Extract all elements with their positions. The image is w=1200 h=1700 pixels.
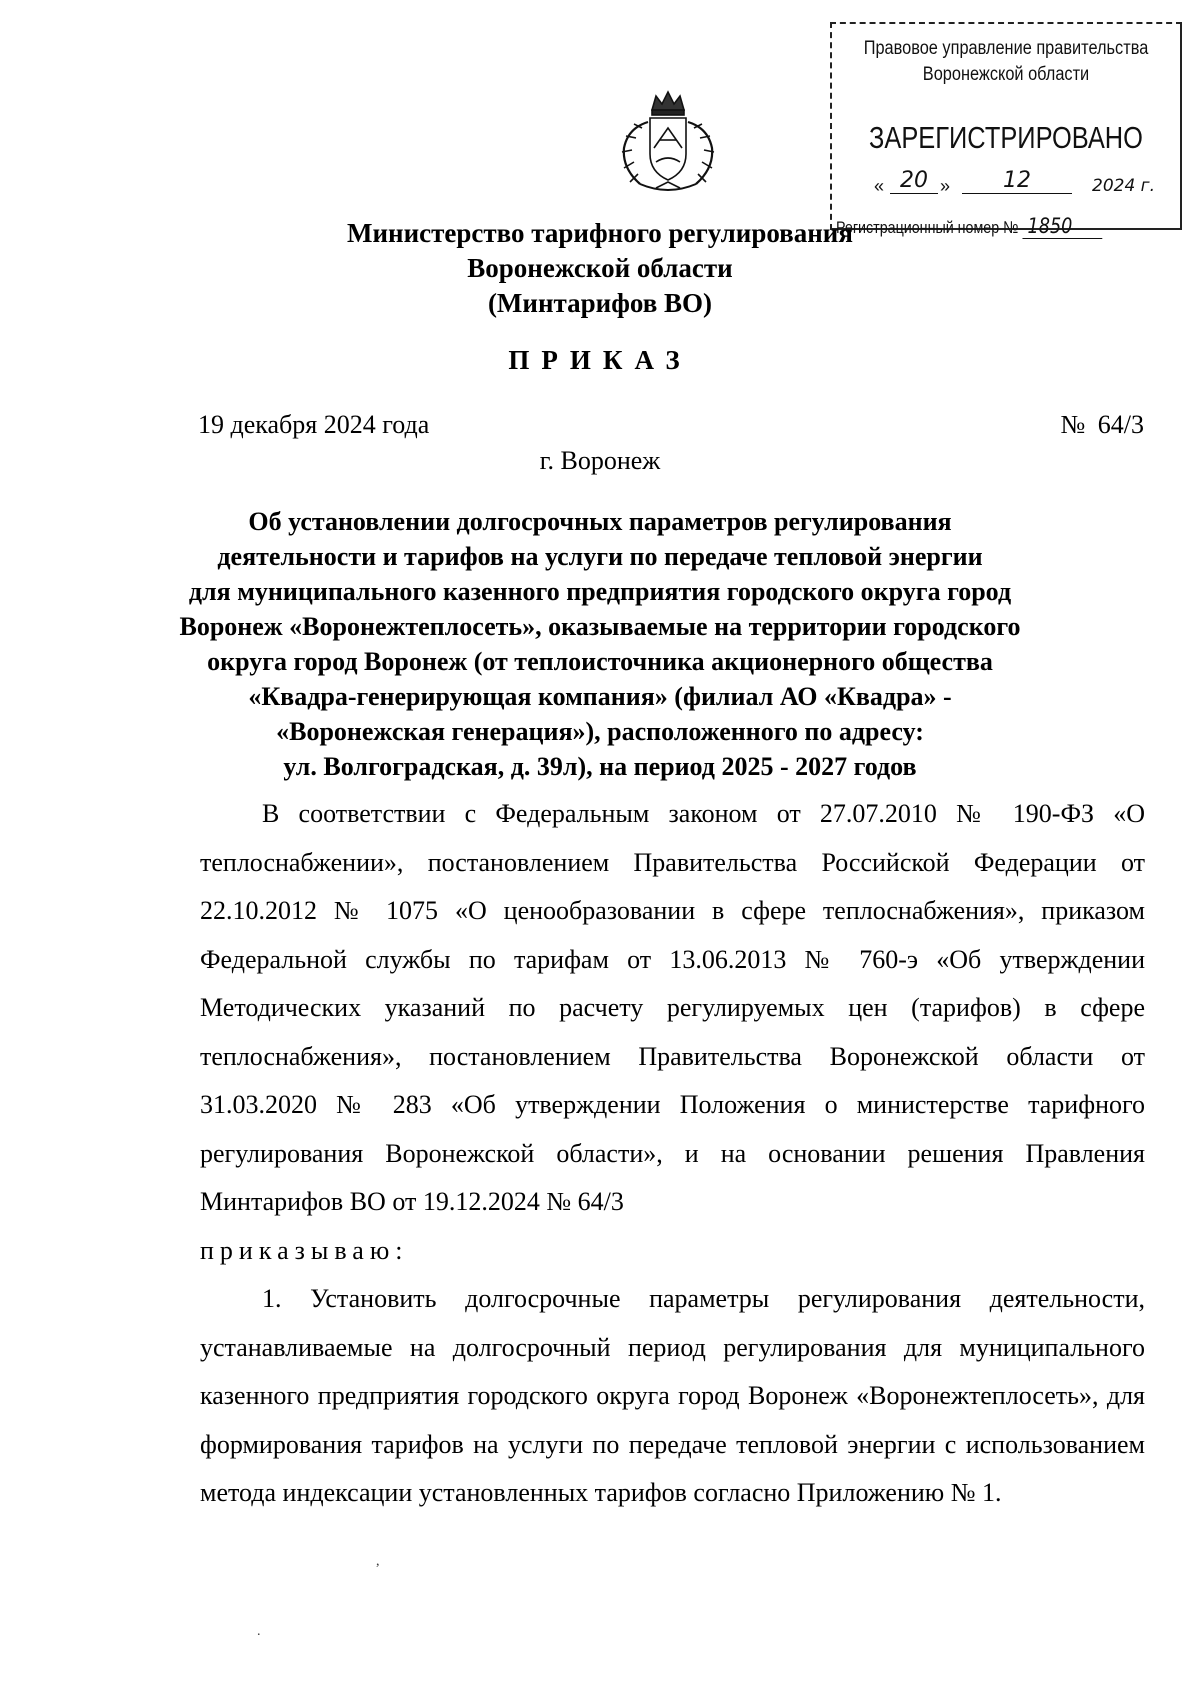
stamp-month: 12 — [962, 168, 1072, 194]
document-body — [200, 790, 1145, 1518]
stamp-quote-close: » — [940, 176, 951, 196]
stamp-day: 20 — [890, 168, 938, 194]
stamp-reg-label: Регистрационный номер № — [836, 218, 1019, 237]
title-line: «Воронежская генерация»), расположенного по адресу: — [276, 717, 924, 746]
item-1-paragraph: 1. Установить долгосрочные параметры регулирования деятельности, устанавливаемые на долгосрочный период регулирования для муниципального казенного предприятия городского округа город Воронеж «Воронежтеплосеть», для формирования тарифов на услуги по передаче тепловой энергии с использованием метода индексации установленных тарифов согласно Приложению № 1. — [200, 1284, 1145, 1507]
stamp-reg-number: 1850 — [1022, 214, 1102, 239]
title-line: Воронеж «Воронежтеплосеть», оказываемые на территории городского — [179, 612, 1021, 641]
scan-speck: . — [257, 1624, 261, 1639]
org-line-2: Воронежской области — [467, 253, 733, 283]
voronezh-coat-of-arms-icon — [612, 88, 724, 198]
document-type: ПРИКАЗ — [508, 345, 692, 375]
stamp-quote-open: « — [874, 176, 885, 196]
title-line: ул. Волгоградская, д. 39л), на период 2025 - 2027 годов — [283, 752, 917, 781]
preamble-paragraph: В соответствии с Федеральным законом от 27.07.2010 № 190-ФЗ «О теплоснабжении», постановлением Правительства Российской Федерации от 22.10.2012 № 1075 «О ценообразовании в сфере теплоснабжения», приказом Федеральной службы по тарифам от 13.06.2013 № 760-э «Об утверждении Методических указаний по расчету регулируемых цен (тарифов) в сфере теплоснабжения», постановлением Правительства Воронежской области от 31.03.2020 № 283 «Об утверждении Положения о министерстве тарифного регулирования Воронежской области», и на основании решения Правления Минтарифов ВО от 19.12.2024 № 64/3 — [200, 799, 1145, 1216]
stamp-authority-line2: Воронежской области — [922, 64, 1090, 85]
title-line: Об установлении долгосрочных параметров регулирования — [248, 507, 952, 536]
title-line: для муниципального казенного предприятия городского округа город — [188, 577, 1012, 606]
prikazyvayu-label: приказываю: — [200, 1235, 409, 1265]
org-line-1: Министерство тарифного регулирования — [347, 218, 853, 248]
document-number: № 64/3 — [1060, 410, 1144, 439]
document-city: г. Воронеж — [539, 446, 661, 475]
organization-name — [0, 216, 1200, 321]
org-line-3: (Минтарифов ВО) — [487, 288, 713, 318]
document-date: 19 декабря 2024 года — [198, 410, 430, 439]
registration-stamp — [830, 22, 1182, 238]
stamp-registered-label: ЗАРЕГИСТРИРОВАНО — [869, 120, 1143, 155]
title-line: «Квадра-генерирующая компания» (филиал АО «Квадра» - — [248, 682, 952, 711]
document-title — [0, 504, 1200, 784]
title-line: округа город Воронеж (от теплоисточника акционерного общества — [207, 647, 993, 676]
stamp-authority-line1: Правовое управление правительства — [863, 38, 1149, 59]
stamp-date — [874, 170, 1174, 204]
stamp-year: 2024 г. — [1092, 176, 1156, 196]
title-line: деятельности и тарифов на услуги по передаче тепловой энергии — [217, 542, 983, 571]
scan-speck: , — [376, 1554, 380, 1569]
